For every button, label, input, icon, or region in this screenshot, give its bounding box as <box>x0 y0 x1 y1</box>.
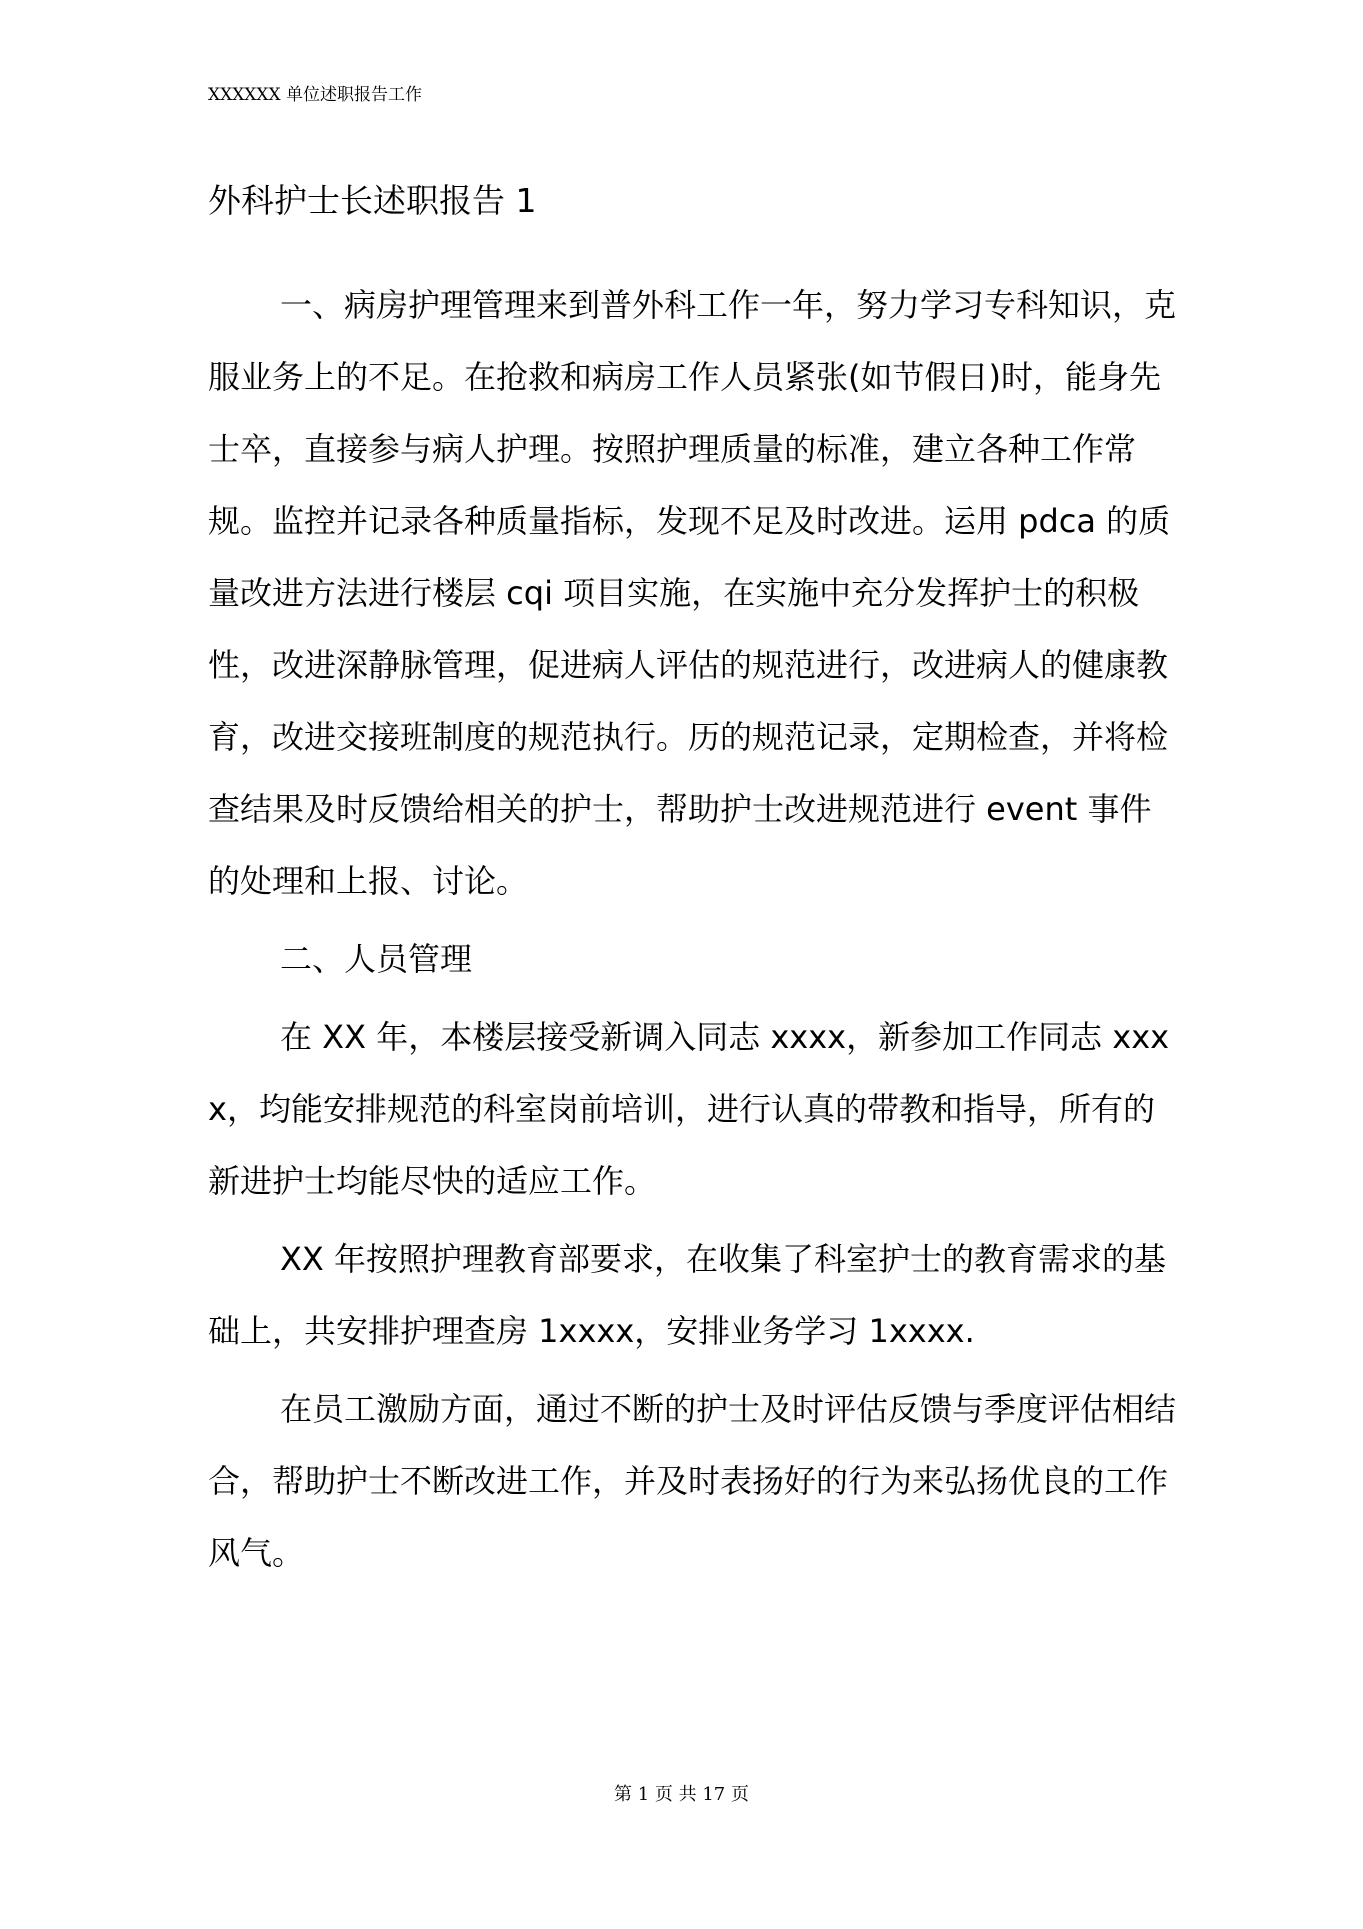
page-header: XXXXXX 单位述职报告工作 <box>208 85 423 105</box>
document-body <box>208 269 1178 1595</box>
paragraph-new-staff: 在 XX 年，本楼层接受新调入同志 xxxx，新参加工作同志 xxxx，均能安排规范的科室岗前培训，进行认真的带教和指导，所有的新进护士均能尽快的适应工作。 <box>208 1018 1170 1200</box>
document-title: 外科护士长述职报告 1 <box>208 181 537 220</box>
paragraph-motivation: 在员工激励方面，通过不断的护士及时评估反馈与季度评估相结合，帮助护士不断改进工作，并及时表扬好的行为来弘扬优良的工作风气。 <box>208 1390 1177 1572</box>
section-heading-staff-management: 二、人员管理 <box>280 940 473 978</box>
paragraph-ward-management: 一、病房护理管理来到普外科工作一年，努力学习专科知识，克服业务上的不足。在抢救和病房工作人员紧张(如节假日)时，能身先士卒，直接参与病人护理。按照护理质量的标准，建立各种工作常规。监控并记录各种质量指标，发现不足及时改进。运用 pdca 的质量改进方法进行楼层 cqi 项目实施，在实施中充分发挥护士的积极性，改进深静脉管理，促进病人评估的规范进行，改进病人的健康教育，改进交接班制度的规范执行。历的规范记录，定期检查，并将检查结果及时反馈给相关的护士，帮助护士改进规范进行 event 事件的处理和上报、讨论。 <box>208 286 1177 900</box>
page-footer: 第 1 页 共 17 页 <box>614 1784 749 1805</box>
paragraph-education: XX 年按照护理教育部要求，在收集了科室护士的教育需求的基础上，共安排护理查房 1xxxx，安排业务学习 1xxxx. <box>208 1240 1167 1350</box>
